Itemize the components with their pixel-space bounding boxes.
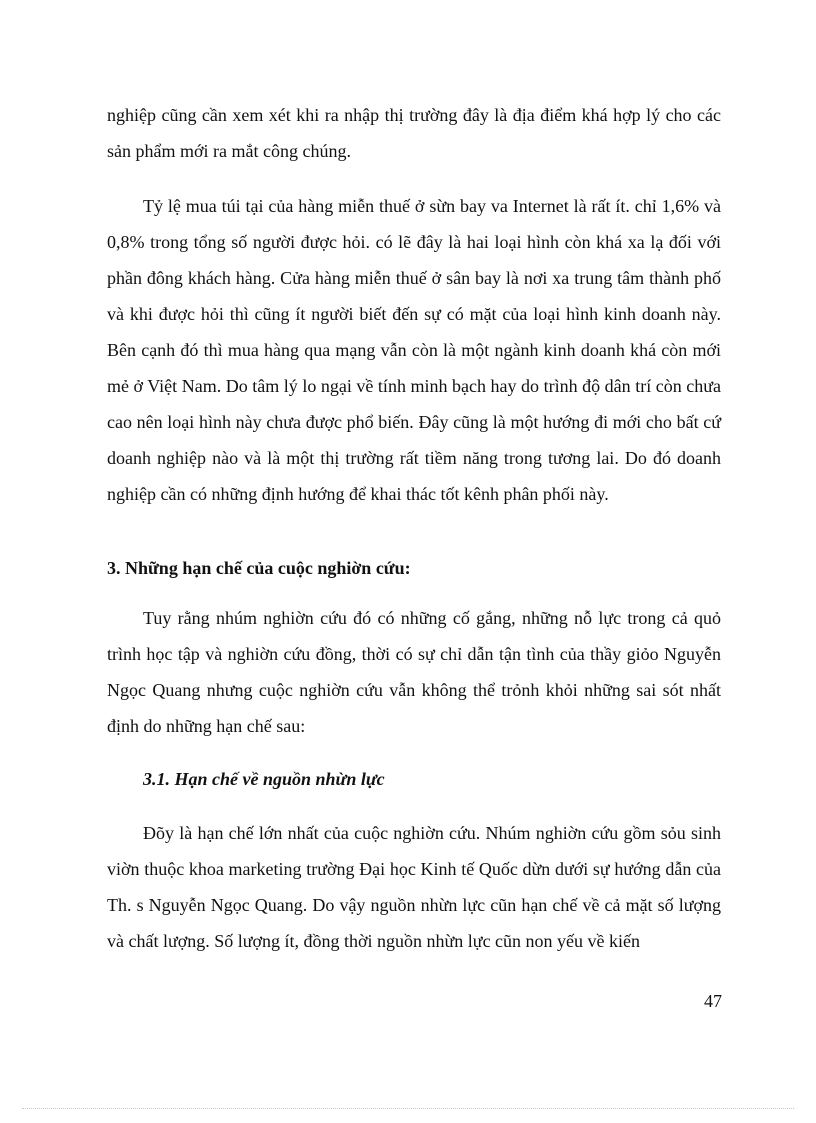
paragraph-human-resources: Đõy là hạn chế lớn nhất của cuộc nghiờn cứu. Nhúm nghiờn cứu gồm sỏu sinh viờn thuộc khoa marketing trường Đại học Kinh tế Quốc dừn dưới sự hướng dẫn của Th. s Nguyễn Ngọc Quang. Do vậy nguồn nhừn lực cũn hạn chế về cả mặt số lượng và chất lượng. Số lượng ít, đồng thời nguồn nhừn lực cũn non yếu về kiến xyxy=(107,823,721,951)
paragraph-limitations-intro: Tuy rằng nhúm nghiờn cứu đó có những cố gắng, những nỗ lực trong cả quỏ trình học tập và nghiờn cứu đồng, thời có sự chỉ dẫn tận tình của thầy giỏo Nguyễn Ngọc Quang nhưng cuộc nghiờn cứu vẫn không thể trỏnh khỏi những sai sót nhất định do những hạn chế sau: xyxy=(107,608,721,736)
paragraph-purchase-rates: Tỷ lệ mua túi tại của hàng miễn thuế ở sừn bay va Internet là rất ít. chỉ 1,6% và 0,8% trong tổng số người được hỏi. có lẽ đây là hai loại hình còn khá xa lạ đối với phần đông khách hàng. Cửa hàng miễn thuế ở sân bay là nơi xa trung tâm thành phố và khi được hỏi thì cũng ít người biết đến sự có mặt của loại hình kinh doanh này. Bên cạnh đó thì mua hàng qua mạng vẫn còn là một ngành kinh doanh khá còn mới mẻ ở Việt Nam. Do tâm lý lo ngại về tính minh bạch hay do trình độ dân trí còn chưa cao nên loại hình này chưa được phổ biến. Đây cũng là một hướng đi mới cho bất cứ doanh nghiệp nào và là một thị trường rất tiềm năng trong tương lai. Do đó doanh nghiệp cần có những định hướng để khai thác tốt kênh phân phối này. xyxy=(107,196,721,504)
section-heading-limitations: 3. Những hạn chế của cuộc nghiờn cứu: xyxy=(107,558,411,578)
subsection-heading-human-resources: 3.1. Hạn chế về nguồn nhừn lực xyxy=(143,769,385,789)
paragraph-continuation: nghiệp cũng cần xem xét khi ra nhập thị trường đây là địa điểm khá hợp lý cho các sản phẩm mới ra mắt công chúng. xyxy=(107,105,721,161)
page-bottom-divider xyxy=(22,1108,794,1109)
page-number: 47 xyxy=(704,991,722,1011)
